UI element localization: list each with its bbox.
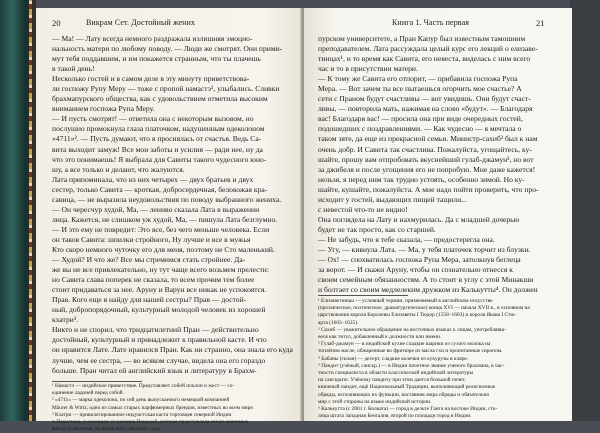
text-line: Мера. — Вот зачем ты все пытаешься огорчить мое счастье? А (318, 84, 522, 94)
footnote-line: ¹ Намастэ — индийское приветствие. Представляет собой поклон и жест — со- (52, 383, 235, 389)
text-line: лучше, чем ее сестра, — во всяком случае, видела она его гораздо (52, 355, 266, 365)
footnote-line: обряды, исполняющих их функции, наставник мира обряды и обязательно (318, 391, 490, 398)
text-line: шайте, прошу вам отпробовать вкуснейший гулаб-джамун³, но вот (318, 154, 534, 164)
table-background (570, 0, 600, 421)
text-line: брахмапурского общества, как с удовольствием отметила высоким (52, 94, 268, 104)
text-line: — И пусть смотрят! — ответила она с некоторым вызовом, но (52, 114, 254, 124)
text-line: послушно промокнула глаза платочком, надушенным одеколоном (52, 124, 265, 134)
footnote-line: топлёном масле, обжаренные во фритюре из масла гхи и пропитанные сиропом. (318, 348, 503, 355)
page-number-left: 20 (52, 18, 61, 28)
text-line: подошедших с поздравлениями. — Как чудесно — я мечтала о (318, 124, 522, 134)
text-line: нальность матери по любому поводу. — Люди же смотрят. Они прими- (52, 44, 283, 54)
text-line: он нравится Лате. Лате нравился Пран. Как ни странно, она знала его куда (52, 345, 293, 355)
right-body-text (318, 34, 562, 295)
text-line: Она поглядела на Лату и нахмурилась. Дa с младшей дочерью (318, 214, 520, 224)
text-line: но Савита слава поперек не сказала, то всем прочим тем более (52, 275, 255, 285)
text-line: преподавателем. Лата рассуждала целый курс его лекций о елизаве- (318, 44, 538, 54)
footnote-line: ³ Кхатри — привилегированное индуистская каста торговцев северной Индии (52, 411, 232, 418)
footnote-line: (прозаическое, поэтическое, драматургическое) конца XVI — начала XVII в., в основном на (318, 305, 530, 312)
text-line: «4711»². — Пусть думают, что я просиялась от счастья. Ведь Са- (52, 134, 262, 144)
footnote-line: ⁵ Пандит (учёный, санскр.) — в Индии почетное звание ученого брахмана, в час- (318, 362, 505, 369)
text-line: час и то в присутствии матери. (318, 64, 418, 74)
running-header-right: Книга 1. Часть первая (392, 18, 470, 27)
text-line: шайте, кушайте, пожалуйста. А мне надо пойти проверить, что про- (318, 184, 539, 194)
text-line: — Не забудь, что я тебе сказала, — предостерегла она. (318, 234, 495, 244)
text-line: — Худой? И что же? Все мы стремимся стать стройнее. Да- (52, 255, 246, 265)
text-line: же вы не все привлекательно, ну тут чаще всего возьмем прелести: (52, 265, 269, 275)
footnote-line: царствования короля Королевы Елизаветы I Тюдор (1558–1603) и короля Якова I Стю- (318, 312, 517, 319)
footnote-line: ² Сахиб — уважительное обращение на восточных языках к лицам, употреблявш- (318, 326, 506, 333)
text-line: мут тебя поддавшим, и им покажется странным, что ты плачешь (52, 54, 261, 64)
text-line: вита выходит замуж! Все мои заботы и усилия — ради нее, ну да (52, 144, 263, 154)
right-page (304, 8, 572, 421)
text-line: за джибеля и после угощения его не попробую. Мне даже кажется! (318, 164, 536, 174)
footnote-line: ⁶ Калькутта (с 2001 г. Колката) — город в дельте Ганга на востоке Индии, сто- (318, 406, 498, 413)
text-line: вас! Благодаря вас! — просила она при виде очередных гостей, (318, 114, 523, 124)
text-line: сестер, только Савита — кроткая, добросердечная, белокожая кра- (52, 184, 268, 194)
footnote-line: мир с этой стороны на языке индийской истории. (318, 398, 432, 405)
text-line: что это понимаешь! Я выбрала для Савиты такого чудесного юно- (52, 154, 267, 164)
text-line: и болтает со своим медлелеким дружком из Калькутты⁴. Он должен (318, 285, 538, 295)
footnote-line: книжный пандит, ещё Национальный Традиции, выполняющий религиозные (318, 384, 496, 391)
footnote-line: ⁴ Бабаны (гилан) — десерт, сладкие колечки из кукурузы в кляре. (318, 355, 469, 362)
text-line: нельзя, я перед ним так трудно устоять, особенно зимой. Но ку- (318, 174, 525, 184)
right-footnotes (318, 298, 562, 420)
footnote-line: лица штата Западная Бенгалия, второй по площади город в Индии. (318, 413, 472, 420)
text-line: ливы, — повторила мать, нажимая на слово «будут». — Благодаря (318, 104, 533, 114)
text-line: таком зяте, да еще из прекрасной семьи. Министр-сахиб² был к нам (318, 134, 538, 144)
text-line: — И это ему не повредит: Это все, без чего меньше человека. Если (52, 224, 270, 234)
text-line: Никто и не спорил, что тридцатилетний Пран — действительно (52, 325, 259, 335)
footnote-line: арта (1603–1625). (318, 319, 359, 326)
text-line: в такой день! (52, 64, 95, 74)
footnote-line: ³ Гулаб-джамун — в индийской кухне сладкие шарики из сухого молока на (318, 341, 491, 348)
text-line: шу, а все только и делают, что жалуются. (52, 164, 185, 174)
text-line: Несколько гостей и в самом деле в эту минуту приветствова- (52, 74, 250, 84)
text-line: тинцах¹, и то время как Савита, его невеста, виделась с ним всего (318, 54, 531, 64)
footnote-line: ² «4711» — марка одеколона, по сей день выпускаемого немецкой компанией (52, 397, 230, 404)
footnote-rule-right (318, 295, 408, 296)
text-line: очень добр. И Савита так счастлива. Пожалуйста, угощайтесь, ку- (318, 144, 532, 154)
text-line: стоит придаваться за нее. Аруну и Варун все никак не успокоятся. (52, 285, 267, 295)
text-line: Лата припоминала, что из них четырех — двух братьев и двух (52, 174, 254, 184)
text-line: своим семейным обязанностям. А то стоит в углу с этой Минакши (318, 275, 534, 285)
left-page (36, 8, 302, 433)
footnote-line: фигур в сикхизме, включая всех сикхских гуру. (52, 426, 161, 433)
text-line: Кто скоро немного чуточку его для меня, поэтому не Сто маленький. (52, 244, 275, 254)
text-line: — Ма! — Лату всегда немного раздражала излишняя эмоцио- (52, 34, 253, 43)
text-line: — Ох! — спохватилась госпожа Рупа Мера, затолкнув беглеца (318, 255, 521, 265)
text-line: за ворот. — И скажи Аруну, чтобы он сознательно отнесся к (318, 265, 513, 275)
text-line: с невестой что-то не видно! (318, 204, 408, 214)
footnote-rule-left (52, 381, 142, 382)
text-line: пурском университете, а Пран Капур был известным тамошним (318, 34, 526, 43)
left-footnotes (52, 383, 292, 433)
text-line: савица, — не выразила неудовольствия по поводу выбранного жениха. (52, 194, 282, 204)
page-number-right: 21 (536, 18, 545, 28)
text-line: лица. Кажется, не слишком уж худой, Ма, — пишула Лата безглумно. (52, 214, 278, 224)
text-line: вниманием госпожа Рупа Меру. (52, 104, 155, 114)
text-line: Прав. Кого еще я найду для нашей сестры? Прав — достой- (52, 295, 247, 305)
footnote-line: Mäurer & Wirtz, одно из самых старых парфюмерных брендов, известных во всем мире. (52, 404, 255, 411)
text-line: кхатри³. (52, 315, 79, 325)
text-line: достойный, культурный и принадлежит к правильной касте. И что (52, 335, 267, 345)
text-line: ли госпожу Рупу Меру — тоже с пропой намастэ¹, улыбались. Сливки (52, 84, 280, 94)
footnote-line: и Пакистана, в основном из региона Пенджаб, которая представляла много значимых (52, 419, 249, 426)
left-body-text (52, 34, 292, 376)
text-line: больше. Пран читал ей английский язык и литературу в Брахм- (52, 365, 257, 375)
footnote-line: на санскрите. Учёному пандиту при этом дается большой почет, (318, 377, 466, 384)
text-line: — К тому же Савита его отпорит, — прибавила госпожа Рупа (318, 74, 518, 84)
running-header-left: Викрам Сет. Достойный жених (86, 18, 196, 27)
book-cover-edge (0, 0, 36, 421)
text-line: сети с Праном будут счастливы — вот увидишь. Они будут счаст- (318, 94, 531, 104)
text-line: будет не так просто, как со старшей. (318, 224, 436, 234)
text-line: исходит у гостей, выдающих пищей тащили... (318, 194, 467, 204)
text-line: он таков Савита: шпилки стройного, Ну лучше и все в мужья (52, 234, 251, 244)
footnote-line: единение ладоней перед собой. (52, 390, 124, 397)
text-line: ный, добропорядочный, культурный молодой человек из хорошей (52, 305, 266, 315)
footnote-line: тности специалиста в области классической индийской литературы (318, 370, 474, 377)
text-line: — Он чересчур худой, Ма, — лениво сказала Лата в выражении (52, 204, 260, 214)
text-line: — Угу, — кивнула Лата. — Ма, у тебя платочек торчит из блузки. (318, 244, 531, 254)
footnote-line: ееся как титул, добавленный к должности или имени. (318, 334, 442, 341)
footnote-line: ¹ Елизаветинцы — условный термин, применяемый в английском искусстве (318, 298, 493, 304)
